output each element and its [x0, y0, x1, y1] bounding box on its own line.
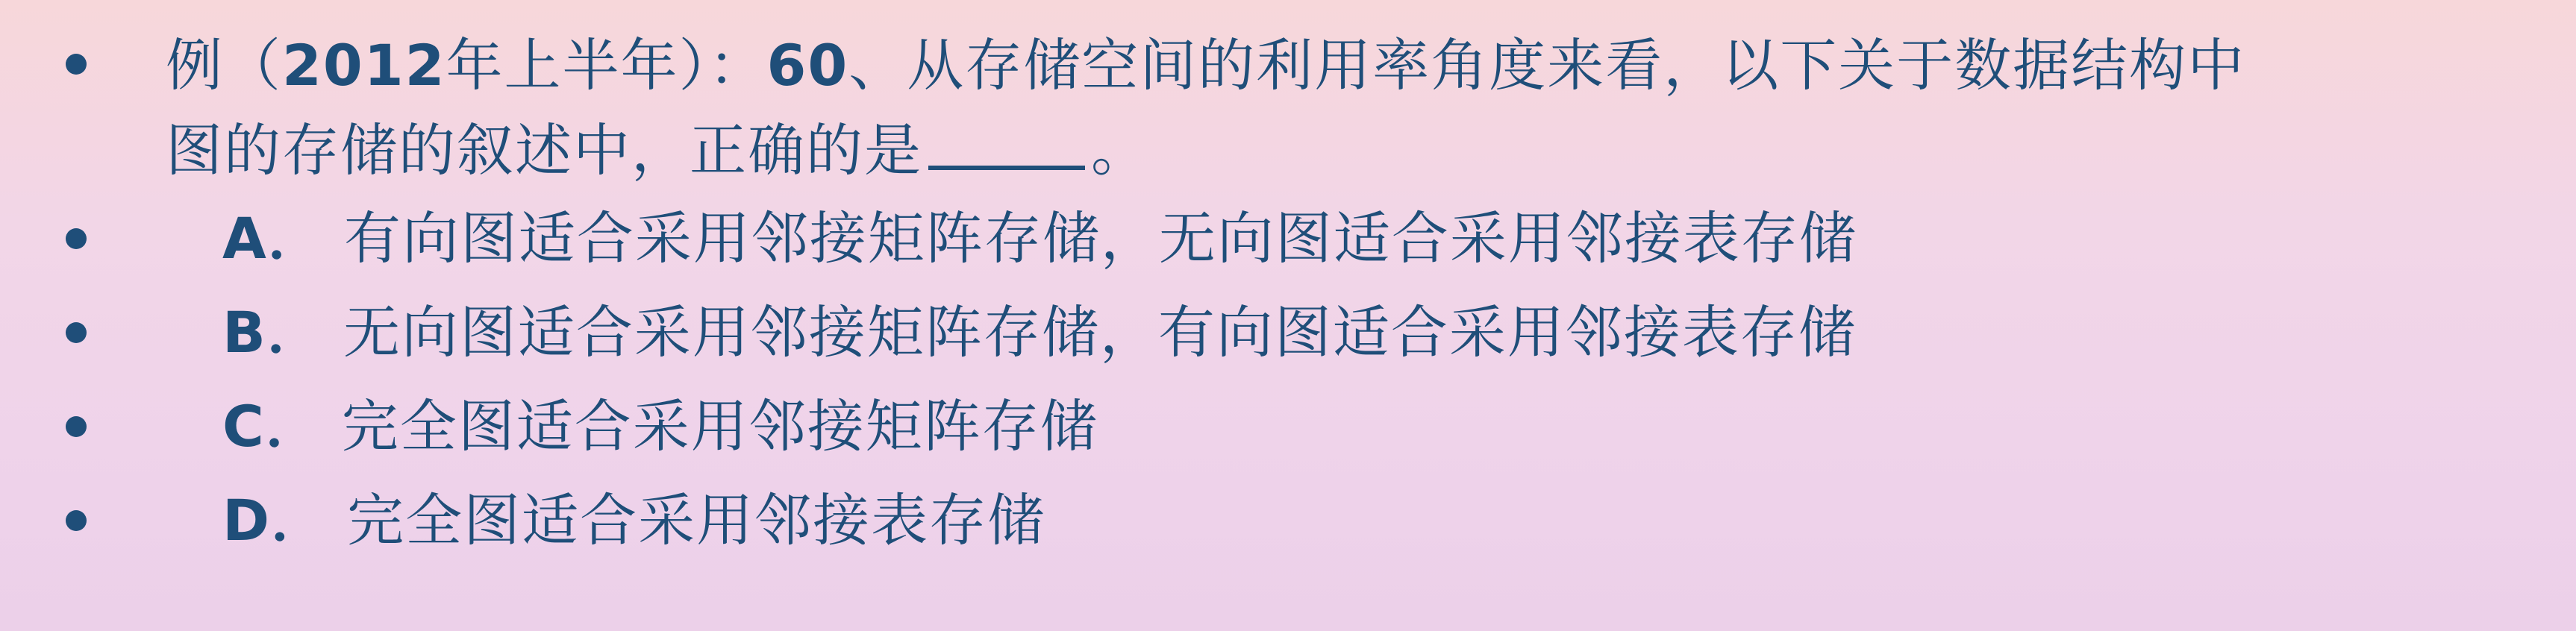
question-line1-rest: 、从存储空间的利用率角度来看，以下关于数据结构中: [848, 32, 2246, 98]
question-source-open: （: [224, 32, 282, 98]
bullet-icon: [66, 416, 87, 437]
question-source-label: 年上半年: [446, 32, 679, 98]
option-a-text: 有向图适合采用邻接矩阵存储，无向图适合采用邻接表存储: [343, 205, 1857, 271]
option-d-letter: D．: [222, 487, 330, 553]
bullet-icon: [66, 54, 87, 75]
option-c-text: 完全图适合采用邻接矩阵存储: [341, 393, 1098, 459]
question-line2-end: 。: [1091, 117, 1149, 183]
question-line2: 图的存储的叙述中，正确的是: [166, 117, 922, 183]
question-prefix: 例: [166, 32, 224, 98]
question-number: 60: [766, 32, 849, 98]
option-d: [222, 473, 1045, 568]
question-colon: ：: [708, 32, 767, 98]
question-line-2: [166, 103, 1149, 198]
option-a: [222, 191, 1857, 286]
bullet-icon: [66, 228, 87, 249]
option-d-text: 完全图适合采用邻接表存储: [347, 487, 1046, 553]
option-b-letter: B．: [222, 299, 325, 365]
option-b-text: 无向图适合采用邻接矩阵存储，有向图适合采用邻接表存储: [343, 299, 1857, 365]
question-source-year: 2012: [282, 32, 446, 98]
option-c-letter: C．: [222, 393, 324, 459]
answer-blank: [928, 119, 1085, 170]
option-a-letter: A．: [222, 205, 326, 271]
option-b: [222, 285, 1857, 380]
bullet-icon: [66, 510, 87, 531]
question-line-1: [166, 18, 2245, 113]
option-c: [222, 379, 1098, 474]
question-source-close: ）: [678, 32, 709, 98]
bullet-icon: [66, 322, 87, 343]
